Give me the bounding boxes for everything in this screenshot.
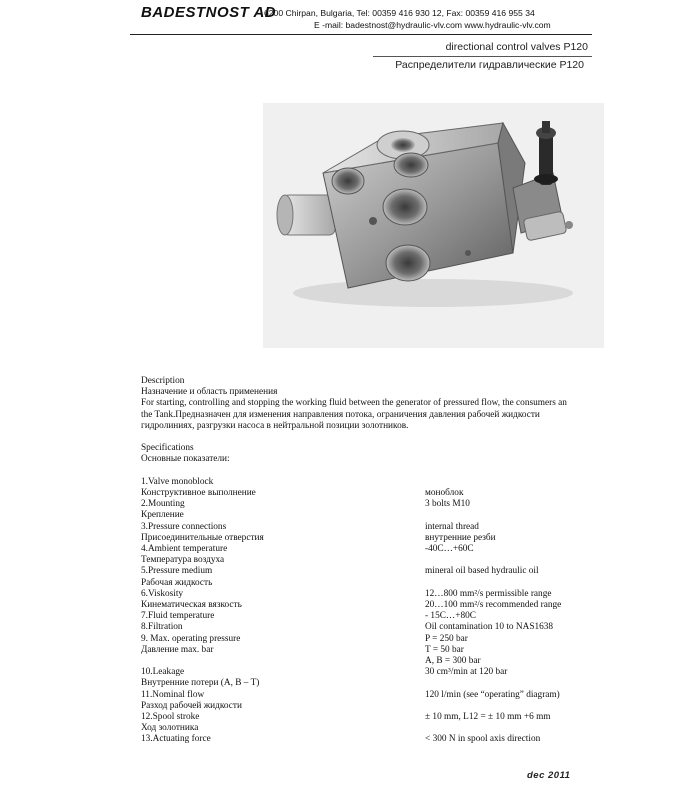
description-text-line: the Tank.Предназначен для изменения направления потока, ограничения давления рабочей жидкости (141, 409, 540, 420)
description-heading-en: Description (141, 376, 185, 386)
spec-row (141, 566, 606, 577)
spec-label: 3.Pressure connections (141, 521, 227, 532)
spec-label: 6.Viskosity (141, 588, 184, 599)
spec-row (141, 678, 606, 689)
spec-label: Присоединительные отверстия (141, 532, 264, 543)
spec-value: A, B = 300 bar (425, 656, 481, 667)
spec-row (141, 622, 606, 633)
contact-line-address: 6200 Chirpan, Bulgaria, Tel: 00359 416 930 12, Fax: 00359 416 955 34 (264, 8, 535, 18)
spec-row (141, 690, 606, 701)
valve-product-photo (263, 103, 604, 348)
spec-value: < 300 N in spool axis direction (425, 734, 541, 745)
description-text-line: For starting, controlling and stopping the working fluid between the generator of pressured flow, the consumers an (141, 398, 567, 409)
spec-row (141, 499, 606, 510)
spec-value: P = 250 bar (425, 633, 468, 644)
contact-line-email: E -mail: badestnost@hydraulic-vlv.com www.hydraulic-vlv.com (314, 20, 551, 30)
spec-label: Кинематическая вязкость (141, 600, 242, 611)
spec-label: Разход рабочей жидкости (141, 700, 242, 711)
spec-value: T = 50 bar (425, 644, 464, 655)
description-text-line: гидролиниях, разгрузки насоса в нейтральной позиции золотников. (141, 420, 409, 431)
spec-value (425, 477, 606, 488)
spec-row (141, 589, 606, 600)
spec-row (141, 522, 606, 533)
spec-value (425, 510, 606, 521)
spec-row (141, 555, 606, 566)
spec-label: 13.Actuating force (141, 734, 211, 745)
specifications-list (141, 477, 606, 746)
spec-label: Внутренние потери (A, B – T) (141, 678, 260, 689)
spec-label: Температура воздуха (141, 555, 225, 566)
spec-label (141, 656, 425, 667)
spec-value: 20…100 mm²/s recommended range (425, 600, 562, 611)
spec-row (141, 667, 606, 678)
spec-label: Давление max. bar (141, 644, 214, 655)
company-name: BADESTNOST AD (141, 4, 277, 21)
spec-label: Рабочая жидкость (141, 577, 213, 588)
document-body (141, 376, 606, 746)
spec-value (425, 555, 606, 566)
spec-label: 10.Leakage (141, 667, 185, 678)
spec-row (141, 645, 606, 656)
title-divider (373, 56, 592, 57)
spec-row (141, 701, 606, 712)
footer-date: dec 2011 (527, 770, 571, 781)
spec-row (141, 712, 606, 723)
spec-value: 120 l/min (see “operating” diagram) (425, 689, 560, 700)
spec-row (141, 578, 606, 589)
spec-row (141, 600, 606, 611)
spec-label: 12.Spool stroke (141, 712, 200, 723)
spec-label: 11.Nominal flow (141, 689, 205, 700)
description-heading-ru: Назначение и область применения (141, 387, 278, 398)
spec-value: -40C…+60C (425, 544, 474, 555)
spec-value (425, 678, 606, 689)
spec-label: 4.Ambient temperature (141, 544, 228, 555)
spec-row (141, 611, 606, 622)
spec-label: 2.Mounting (141, 499, 185, 510)
spec-value (425, 701, 606, 712)
spec-value: Oil contamination 10 to NAS1638 (425, 622, 554, 633)
spec-label: 1.Valve monoblock (141, 476, 214, 487)
spec-value: 12…800 mm²/s permissible range (425, 588, 552, 599)
spec-value: ± 10 mm, L12 = ± 10 mm +6 mm (425, 712, 551, 723)
spec-row (141, 544, 606, 555)
spec-row (141, 656, 606, 667)
contact-info (264, 7, 551, 31)
spec-row (141, 533, 606, 544)
spec-label: Ход золотника (141, 723, 199, 734)
spec-label: Крепление (141, 510, 184, 521)
spec-row (141, 734, 606, 745)
product-title-ru: Распределители гидравлические P120 (395, 59, 584, 71)
spec-row (141, 634, 606, 645)
spec-label: Конструктивное выполнение (141, 488, 256, 498)
spec-value: моноблок (425, 488, 464, 498)
spec-value (425, 578, 606, 589)
spec-row (141, 477, 606, 488)
header-divider (130, 34, 592, 35)
product-title-en: directional control valves P120 (445, 41, 588, 53)
spec-value: - 15C…+80C (425, 611, 476, 622)
spec-label: 9. Max. operating pressure (141, 633, 241, 644)
spec-label: 5.Pressure medium (141, 566, 213, 577)
spec-value: internal thread (425, 521, 479, 532)
spec-value (425, 723, 606, 734)
spec-value: mineral oil based hydraulic oil (425, 566, 539, 577)
spec-row (141, 723, 606, 734)
specifications-heading-ru: Основные показатели: (141, 454, 230, 465)
spec-value: 3 bolts M10 (425, 499, 470, 510)
spec-row (141, 510, 606, 521)
spec-label: 8.Filtration (141, 622, 183, 633)
spec-value: 30 cm³/min at 120 bar (425, 667, 508, 678)
spec-value: внутренние резби (425, 532, 496, 543)
specifications-heading-en: Specifications (141, 443, 194, 454)
spec-row (141, 488, 606, 499)
spec-label: 7.Fluid temperature (141, 611, 215, 622)
